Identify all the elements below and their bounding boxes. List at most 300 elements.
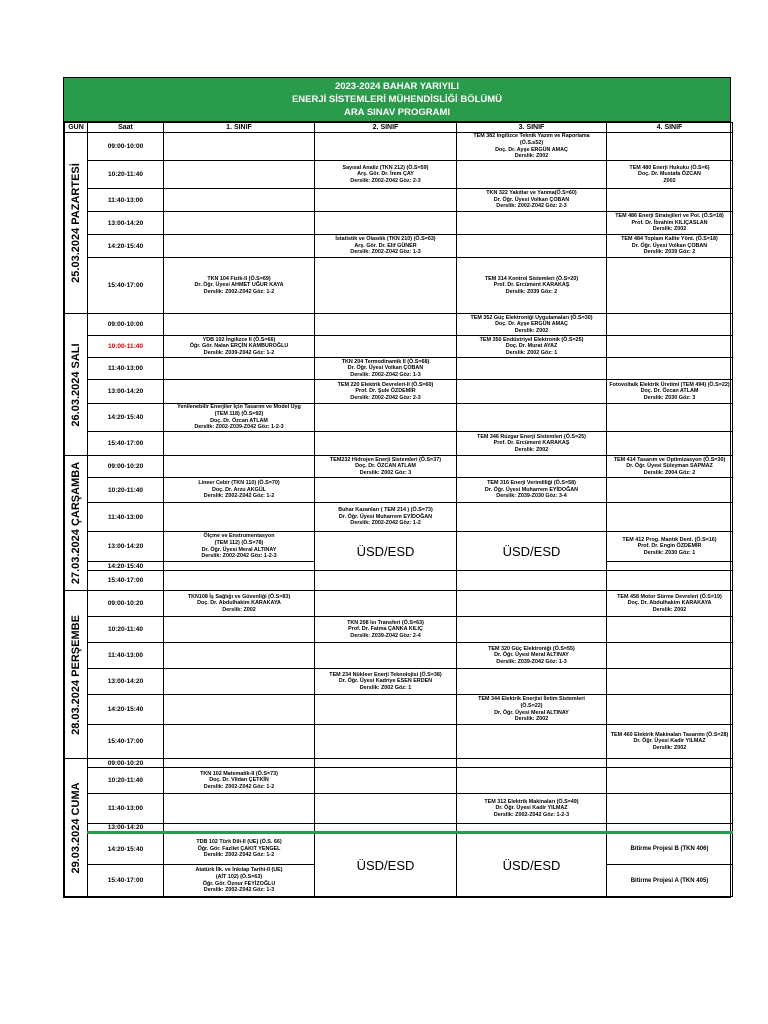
exam-detail: Prof. Dr. Engin ÖZDEMİR [637,543,702,550]
exam-cell [457,643,607,669]
exam-cell [607,532,733,562]
time-slot: 15:40-17:00 [88,725,164,759]
exam-cell [164,865,315,897]
day-label-cell [65,456,88,591]
exam-detail: Derslik: Z002-Z039-Z042 Göz: 1-2-3 [194,424,284,431]
time-slot: 15:40-17:00 [88,865,164,897]
empty-cell [315,571,457,591]
exam-cell [457,133,607,161]
empty-cell [315,759,457,768]
exam-course: TEM 480 Enerji Hukuku (Ö.S=6) [629,164,710,171]
exam-cell [607,235,733,258]
time-slot: 14:20-15:40 [88,833,164,865]
time-slot: 15:40-17:00 [88,258,164,314]
exam-detail: (TEM 112) (Ö.S=78) [214,539,264,546]
exam-detail: Öğr. Gör. Nalan ERÇİN KAMBUROĞLU [189,343,289,350]
exam-cell [315,456,457,478]
exam-course: Ölçme ve Enstrumentasyon [203,533,275,540]
empty-cell [607,643,733,669]
exam-detail: Doç. Dr. Ayşe ERGÜN AMAÇ [495,321,568,328]
empty-cell [457,456,607,478]
empty-cell [164,358,315,380]
exam-cell [457,258,607,314]
exam-detail: Doç. Dr. Murat AYAZ [505,343,558,350]
time-slot: 09:00-10:00 [88,133,164,161]
time-slot: 09:00-10:20 [88,759,164,768]
exam-cell [457,314,607,336]
exam-detail: Doç. Dr. Özcan ATLAM [640,388,699,395]
exam-detail: Derslik: Z039-Z042 Göz: 1-3 [496,658,567,665]
exam-detail: Derslik: Z039 Göz: 2 [643,249,696,256]
exam-cell [164,258,315,314]
schedule-header [64,78,730,122]
schedule-row [65,725,733,759]
time-slot: 11:40-13:00 [88,794,164,824]
exam-detail: Derslik: Z002 [514,446,549,453]
time-slot: 15:40-17:00 [88,432,164,456]
exam-detail: (Ö.S.≤52) [519,139,544,146]
exam-cell [164,591,315,617]
exam-detail: Prof. Dr. Fatma ÇANKA KILIÇ [348,626,423,633]
exam-detail: Derslik: Z002-Z042 Göz: 1-2 [203,288,275,295]
exam-cell [457,189,607,212]
empty-cell [315,212,457,235]
empty-cell [457,358,607,380]
day-label-cell [65,133,88,314]
schedule-row [65,759,733,768]
exam-cell [607,725,733,759]
empty-cell [315,432,457,456]
empty-cell [607,503,733,532]
exam-detail: Derslik: Z002 Göz: 1 [505,349,558,356]
exam-course: TEM232 Hidrojen Enerji Sistemleri (Ö.S=37) [330,456,441,463]
col-sinif-2: 2. SINIF [315,123,457,133]
time-slot: 13:00-14:20 [88,824,164,833]
schedule-row [65,695,733,725]
schedule-row [65,432,733,456]
empty-cell [315,314,457,336]
schedule-row [65,336,733,358]
schedule-row [65,768,733,794]
exam-cell [315,358,457,380]
exam-detail: Öğr. Gör. Öznur FEYİZOĞLU [202,880,276,887]
exam-schedule-sheet [63,77,731,898]
time-slot: 11:40-13:00 [88,358,164,380]
time-slot: 09:00-10:00 [88,314,164,336]
header-term: 2023-2024 BAHAR YARIYILI [334,81,460,92]
exam-course: TEM 352 Güç Elektroniği Uygulamaları (Ö.S=30) [470,314,593,321]
exam-detail: Arş. Gör. Dr. Elif GÜNER [354,242,417,249]
empty-cell [607,258,733,314]
empty-cell [164,794,315,824]
exam-detail: Doç. Dr. Özcan ATLAM [210,417,268,424]
exam-cell [315,669,457,695]
time-slot: 14:20-15:40 [88,235,164,258]
empty-cell [164,235,315,258]
schedule-row [65,571,733,591]
empty-cell [164,562,315,571]
exam-detail: Dr. Öğr. Üyesi Muharrem EYİDOĞAN [338,513,433,520]
empty-cell [315,478,457,503]
exam-course: TKN 322 Yakıtlar ve Yanma(Ö.S=60) [486,190,577,197]
empty-cell [164,314,315,336]
schedule-row [65,478,733,503]
exam-course: YDB 102 İngilizce II (Ö.S=66) [202,336,276,343]
empty-cell [164,161,315,189]
usd-esd-block: ÜSD/ESD [457,833,607,897]
exam-course: TEM 312 Elektrik Makinaları (Ö.S=49) [484,798,579,805]
exam-cell [315,161,457,189]
time-slot: 10:20-11:40 [88,161,164,189]
empty-cell [607,617,733,643]
exam-course: TEM 382 İngilizce Teknik Yazım ve Raporlama [473,133,590,140]
exam-detail: (TEM 118) (Ö.S=92) [214,410,264,417]
time-slot: 15:40-17:00 [88,571,164,591]
exam-detail: Öğr. Gör. Fazilet ÇAKIT YENGEL [197,845,281,852]
exam-detail: Prof. Dr. Şule ÖZDEMİR [355,388,416,395]
day-label-cell [65,759,88,897]
day-label: 29.03.2024 CUMA [70,781,82,874]
schedule-body [65,133,733,897]
exam-course: Sayısal Analiz (TKN 212) (Ö.S=59) [342,164,429,171]
exam-detail: Derslik: Z002-Z042 Göz: 1-2 [203,493,275,500]
exam-cell [164,833,315,865]
exam-cell [164,532,315,562]
exam-detail: Doç. Dr. ÖZCAN ATLAM [355,463,416,470]
schedule-row [65,824,733,833]
empty-cell [164,669,315,695]
exam-detail: (Ö.S=22) [520,702,543,709]
time-slot: 10:20-11:40 [88,617,164,643]
col-sinif-3: 3. SINIF [457,123,607,133]
exam-cell [607,456,733,478]
time-slot: 11:40-13:00 [88,643,164,669]
exam-detail: Derslik: Z002 [222,606,256,613]
empty-cell [607,478,733,503]
time-slot: 13:00-14:20 [88,380,164,404]
exam-detail: Dr. Öğr. Üyesi Süleyman SAPMAZ [626,463,713,470]
exam-cell [457,695,607,725]
exam-detail: Derslik: Z002-Z042 Göz: 1-3 [350,371,421,378]
schedule-row [65,669,733,695]
schedule-row [65,235,733,258]
col-sinif-4: 4. SINIF [607,123,733,133]
exam-detail: Dr. Öğr. Üyesi Meral ALTINAY [494,652,569,659]
empty-cell [315,258,457,314]
schedule-row [65,189,733,212]
day-label: 27.03.2024 ÇARŞAMBA [70,461,82,585]
empty-cell [607,336,733,358]
exam-detail: Derslik: Z002-Z042 Göz: 1-2-3 [493,811,570,818]
empty-cell [315,404,457,432]
empty-cell [315,794,457,824]
exam-detail: Dr. Öğr. Üyesi Meral ALTINAY [201,546,277,553]
schedule-row [65,404,733,432]
empty-cell [457,591,607,617]
empty-cell [457,212,607,235]
exam-course: TEM 484 Toplam Kalite Yönt. (Ö.S=18) [621,236,718,243]
exam-course: TEM 346 Rüzgar Enerji Sistemleri (Ö.S=25) [477,433,586,440]
time-slot: 11:40-13:00 [88,503,164,532]
empty-cell [315,591,457,617]
exam-course: TEM 220 Elektrik Devreleri-II (Ö.S=60) [337,381,434,388]
empty-cell [607,358,733,380]
exam-detail: Doç. Dr. Vildan ÇETKİN [209,777,269,784]
exam-detail: Derslik: Z030 Göz: 3 [643,394,696,401]
col-sinif-1: 1. SINIF [164,123,315,133]
exam-detail: Derslik: Z002-Z042 Göz: 1-2 [350,520,421,527]
schedule-row [65,133,733,161]
exam-detail: Derslik: Z002 [514,716,549,723]
exam-course: TKN108 İş Sağlığı ve Güvenliği (Ö.S=83) [187,593,291,600]
day-label-cell [65,314,88,456]
exam-detail: Derslik: Z002 Göz: 3 [359,469,412,476]
exam-detail: Dr. Öğr. Üyesi Volkan ÇOBAN [347,365,424,372]
exam-cell [315,503,457,532]
exam-detail: Dr. Öğr. Üyesi Volkan ÇOBAN [631,242,708,249]
exam-detail: (AİT 102) (Ö.S=63) [215,873,263,880]
empty-cell [607,571,733,591]
exam-cell [315,617,457,643]
exam-detail: Derslik: Z039-Z042 Göz: 1-2 [203,349,275,356]
exam-course: TKN 104 Fizik-II (Ö.S=69) [207,275,271,282]
exam-detail: Dr. Öğr. Üyesi Volkan ÇOBAN [493,196,570,203]
exam-course: TEM 320 Güç Elektroniği (Ö.S=55) [488,645,575,652]
empty-cell [457,768,607,794]
exam-course: TEM 314 Kontrol Sistemleri (Ö.S=20) [484,275,579,282]
time-slot: 10:00-11:40 [88,336,164,358]
empty-cell [607,695,733,725]
exam-detail: Arş. Gör. Dr. İrem ÇAY [357,171,414,178]
exam-course: TEM 412 Prog. Mantık Dent. (Ö.S=16) [622,536,717,543]
exam-detail: Prof. Dr. Ercüment KARAKAŞ [493,282,570,289]
exam-detail: Derslik: Z002-Z042 Göz: 2-3 [350,177,421,184]
empty-cell [457,725,607,759]
empty-cell [607,314,733,336]
exam-cell [457,336,607,358]
empty-cell [457,669,607,695]
schedule-row [65,212,733,235]
exam-detail: Dr. Öğr. Üyesi Kadir YILMAZ [633,738,706,745]
exam-detail: Derslik: Z002-Z042 Göz: 1-3 [203,887,275,894]
exam-detail: Derslik: Z004 Göz: 2 [643,469,696,476]
empty-cell [164,456,315,478]
empty-cell [457,571,607,591]
empty-cell [164,759,315,768]
exam-cell [164,336,315,358]
exam-detail: Derslik: Z039-Z030 Göz: 3-4 [496,493,567,500]
schedule-row [65,643,733,669]
empty-cell [164,643,315,669]
exam-course: TEM 316 Enerji Verimliliği (Ö.S=58) [487,480,576,487]
exam-detail: Dr. Öğr. Üyesi Kadir YILMAZ [495,805,568,812]
empty-cell [457,759,607,768]
empty-cell [457,161,607,189]
schedule-row [65,532,733,562]
schedule-table [64,122,733,897]
exam-detail: Derslik: Z039 Göz: 2 [505,288,558,295]
empty-cell [315,695,457,725]
empty-cell [315,336,457,358]
empty-cell [164,617,315,643]
empty-cell [607,133,733,161]
exam-cell [164,404,315,432]
schedule-row [65,380,733,404]
col-gun: GUN [65,123,88,133]
exam-cell [164,768,315,794]
exam-detail: Derslik: Z002-Z042 Göz: 1-2-3 [201,553,277,560]
empty-cell [315,725,457,759]
exam-course: Yenilenebilir Enerjiler İçin Tasarım ve Model Uyg [177,404,301,411]
schedule-row [65,258,733,314]
exam-detail: Derslik: Z002-Z042 Göz: 1-2 [203,783,275,790]
exam-course: TDB 102 Türk Dili-II (UE) (Ö.S. 66) [196,839,282,846]
empty-cell [315,643,457,669]
empty-cell [164,571,315,591]
exam-detail: Dr. Öğr. Üyesi Muharrem EYİDOĞAN [484,486,579,493]
time-slot: 13:00-14:20 [88,532,164,562]
empty-cell [164,133,315,161]
exam-cell [607,161,733,189]
column-header-row [65,123,733,133]
exam-detail: Derslik: Z002 [514,327,549,334]
day-label: 28.03.2024 PERŞEMBE [70,614,82,735]
schedule-row [65,591,733,617]
exam-detail: Dr. Öğr. Üyesi Meral ALTINAY [494,709,569,716]
empty-cell [164,725,315,759]
empty-cell [607,768,733,794]
exam-detail: Derslik: Z002-Z042 Göz: 1-2 [203,852,275,859]
exam-course: TKN 208 Isı Transferi (Ö.S=63) [347,619,424,626]
exam-detail: Doç. Dr. Abdulhakim KARAKAYA [627,600,712,607]
empty-cell [164,212,315,235]
time-slot: 11:40-13:00 [88,189,164,212]
exam-cell [607,380,733,404]
exam-detail: Derslik: Z002-Z042 Göz: 2-3 [496,203,567,210]
exam-detail: Derslik: Z039-Z042 Göz: 2-4 [350,632,421,639]
empty-cell [457,404,607,432]
time-slot: 14:20-15:40 [88,404,164,432]
time-slot: 10:20-11:40 [88,478,164,503]
empty-cell [607,794,733,824]
exam-detail: Doç. Dr. Ayşe ERGÜN AMAÇ [495,146,568,153]
exam-course: Lineer Cebir (TKN 110) (Ö.S=70) [198,480,280,487]
empty-cell [457,235,607,258]
empty-cell [457,503,607,532]
exam-detail: Z002 [663,177,676,184]
exam-course: TEM 486 Enerji Stratejileri ve Pol. (Ö.S=18) [615,213,724,220]
schedule-row [65,833,733,865]
empty-cell [457,380,607,404]
exam-detail: Derslik: Z002 [652,226,687,233]
schedule-row [65,314,733,336]
exam-course: TKN 204 Termodinamik II (Ö.S=68) [341,358,430,365]
exam-course: Buhar Kazanları ( TEM 214 ) (Ö.S=73) [338,507,433,514]
day-label: 25.03.2024 PAZARTESİ [70,163,82,283]
empty-cell [607,404,733,432]
empty-cell [607,432,733,456]
exam-course: Fotovoltaik Elektrik Üretimi (TEM 494) (Ö.S=22) [609,381,730,388]
time-slot: 13:00-14:20 [88,669,164,695]
empty-cell [164,695,315,725]
schedule-row [65,456,733,478]
schedule-row [65,161,733,189]
empty-cell [164,824,315,833]
exam-detail: Derslik: Z002 [514,153,549,160]
header-program: ARA SINAV PROGRAMI [343,107,451,118]
schedule-row [65,503,733,532]
exam-detail: Derslik: Z002 [652,606,687,613]
exam-course: TEM 460 Elektrik Makinaları Tasarımı (Ö.S=28) [610,731,729,738]
exam-detail: Derslik: Z002 Göz: 1 [359,684,412,691]
exam-detail: Derslik: Z002-Z042 Göz: 2-3 [350,394,421,401]
empty-cell [164,380,315,404]
exam-course: TEM 350 Endüstriyel Elektronik (Ö.S=25) [479,336,584,343]
usd-esd-block: ÜSD/ESD [457,532,607,571]
exam-cell [457,478,607,503]
schedule-row [65,617,733,643]
empty-cell [607,759,733,768]
exam-cell [457,432,607,456]
exam-course: TEM 458 Motor Sürme Devreleri (Ö.S=19) [617,593,722,600]
exam-cell [315,380,457,404]
empty-cell [607,669,733,695]
exam-cell [457,794,607,824]
time-slot: 14:20-15:40 [88,562,164,571]
col-saat: Saat [88,123,164,133]
empty-cell [315,189,457,212]
time-slot: 14:20-15:40 [88,695,164,725]
usd-esd-block: ÜSD/ESD [315,532,457,571]
exam-detail: Doç. Dr. Abdulhakim KARAKAYA [197,600,281,607]
exam-detail: Derslik: Z002-Z042 Göz: 1-3 [350,249,421,256]
exam-course: TKN 102 Matematik-II (Ö.S=73) [200,770,278,777]
empty-cell [164,503,315,532]
exam-detail: Dr. Öğr. Üyesi AHMET UĞUR KAYA [194,282,284,289]
exam-detail: Derslik: Z030 Göz: 1 [643,549,696,556]
exam-detail: Derslik: Z002 [652,744,687,751]
time-slot: 10:20-11:40 [88,768,164,794]
project-b-cell: Bitirme Projesi B (TKN 406) [607,833,733,865]
exam-detail: Prof. Dr. Ercüment KARAKAŞ [493,440,570,447]
time-slot: 13:00-14:20 [88,212,164,235]
empty-cell [607,562,733,571]
empty-cell [164,189,315,212]
header-department: ENERJİ SİSTEMLERİ MÜHENDİSLİĞİ BÖLÜMÜ [291,94,503,105]
exam-detail: Doç. Dr. Arzu AKGÜL [211,486,267,493]
exam-cell [607,591,733,617]
empty-cell [315,133,457,161]
empty-cell [315,824,457,833]
time-slot: 09:00-10:20 [88,456,164,478]
empty-cell [457,617,607,643]
empty-cell [164,432,315,456]
empty-cell [457,824,607,833]
exam-cell [315,235,457,258]
exam-detail: Dr. Öğr. Üyesi Kadriye ESEN ERDEN [338,678,433,685]
day-label-cell [65,591,88,759]
exam-cell [607,212,733,235]
empty-cell [315,768,457,794]
exam-course: TEM 344 Elektrik Enerjisi İletim Sistemleri [478,696,585,703]
exam-cell [164,478,315,503]
exam-detail: Prof. Dr. İbrahim KILIÇASLAN [631,219,708,226]
exam-course: TEM 414 Tasarım ve Optimizasyon (Ö.S=30) [613,456,726,463]
day-label: 26.03.2024 SALI [70,342,82,427]
exam-course: İstatistik ve Olasılık (TKN 210) (Ö.S=63) [335,236,436,243]
schedule-row [65,358,733,380]
time-slot: 09:00-10:20 [88,591,164,617]
